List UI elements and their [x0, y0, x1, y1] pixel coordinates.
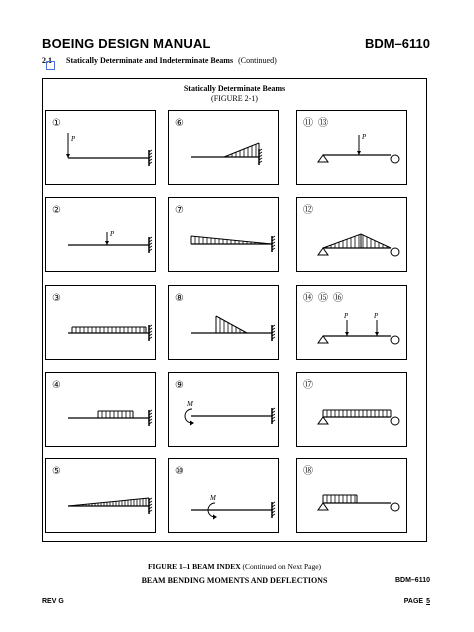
beam-diagram-cell — [296, 372, 407, 447]
roller-support — [391, 503, 399, 511]
distributed-load-top — [224, 143, 259, 157]
beam-diagram-cell — [45, 285, 156, 360]
figure-subtitle: (FIGURE 2-1) — [211, 94, 258, 103]
moment-arrowhead — [190, 421, 194, 426]
figure-caption — [42, 562, 427, 571]
diagram-number: ⑮ — [318, 293, 328, 304]
pin-support — [318, 248, 328, 255]
beam-diagram — [169, 111, 280, 186]
diagram-number: ⑯ — [333, 293, 343, 304]
caption-note: (Continued on Next Page) — [242, 562, 322, 571]
roller-support — [391, 155, 399, 163]
beam-diagram — [46, 459, 157, 534]
load-label: M — [187, 400, 193, 408]
diagram-number: ⑰ — [303, 380, 313, 391]
beam-diagram — [169, 286, 280, 361]
page-number — [404, 598, 430, 605]
load-label: P — [344, 312, 349, 320]
moment-arc — [185, 409, 192, 423]
beam-diagram — [169, 198, 280, 273]
pin-support — [318, 417, 328, 424]
section-continued: (Continued) — [238, 56, 277, 65]
beam-diagram-cell — [296, 285, 407, 360]
moment-arrowhead — [213, 515, 217, 520]
pin-support — [318, 503, 328, 510]
beam-diagram — [46, 111, 157, 186]
diagram-number: ⑤ — [52, 466, 61, 477]
diagram-number: ⑨ — [175, 380, 184, 391]
diagram-number: ⑭ — [303, 293, 313, 304]
beam-diagram — [297, 373, 408, 448]
page-number-value: 5 — [426, 598, 430, 605]
beam-diagram-cell — [45, 372, 156, 447]
diagram-number: ⑪ — [303, 118, 313, 129]
manual-title: BOEING DESIGN MANUAL — [42, 36, 211, 51]
beam-diagram-cell — [296, 110, 407, 185]
diagram-number: ④ — [52, 380, 61, 391]
roller-support — [391, 248, 399, 256]
diagram-number: ⑧ — [175, 293, 184, 304]
page-label: PAGE — [403, 598, 424, 605]
diagram-number: ③ — [52, 293, 61, 304]
arrowhead — [105, 241, 109, 245]
diagram-number: ⑩ — [175, 466, 184, 477]
diagram-number: ⑦ — [175, 205, 184, 216]
beam-diagram — [46, 198, 157, 273]
arrowhead — [66, 154, 70, 158]
load-label: P — [374, 312, 379, 320]
beam-diagram — [169, 459, 280, 534]
diagram-number: ⑬ — [318, 118, 328, 129]
beam-diagram — [46, 286, 157, 361]
roller-support — [391, 336, 399, 344]
beam-diagram-cell — [296, 197, 407, 272]
beam-diagram-cell — [45, 110, 156, 185]
diagram-number: ① — [52, 118, 61, 129]
beam-diagram-cell — [168, 458, 279, 533]
diagram-number: ② — [52, 205, 61, 216]
footer-document-id: BDM–6110 — [394, 577, 430, 584]
beam-diagram-cell — [45, 458, 156, 533]
beam-diagram — [297, 111, 408, 186]
load-label: P — [362, 133, 367, 141]
figure-title: Statically Determinate Beams — [183, 84, 286, 93]
arrowhead — [375, 332, 379, 336]
distributed-load-top — [216, 316, 247, 333]
beam-diagram — [297, 198, 408, 273]
roller-support — [391, 417, 399, 425]
arrowhead — [345, 332, 349, 336]
beam-diagram-cell — [168, 285, 279, 360]
pin-support — [318, 336, 328, 343]
load-label: M — [210, 494, 216, 502]
beam-diagram-cell — [168, 197, 279, 272]
load-label: P — [71, 135, 76, 143]
section-title: Statically Determinate and Indeterminate Beams — [66, 56, 234, 65]
document-id: BDM–6110 — [364, 36, 430, 51]
section-number: 2.1 — [42, 56, 52, 65]
revision-label: REV G — [42, 598, 64, 605]
diagram-number: ⑱ — [303, 466, 313, 477]
beam-diagram — [297, 286, 408, 361]
diagram-number: ⑥ — [175, 118, 184, 129]
caption-label: FIGURE 1–1 BEAM INDEX — [147, 562, 241, 571]
section-heading — [66, 56, 277, 65]
distributed-load-top — [323, 234, 391, 248]
beam-diagram-cell — [296, 458, 407, 533]
beam-diagram — [169, 373, 280, 448]
pin-support — [318, 155, 328, 162]
arrowhead — [357, 151, 361, 155]
load-label: P — [110, 230, 115, 238]
checkbox-icon — [46, 61, 55, 70]
beam-diagram — [297, 459, 408, 534]
beam-diagram-cell — [45, 197, 156, 272]
beam-diagram — [46, 373, 157, 448]
caption-subtitle: BEAM BENDING MOMENTS AND DEFLECTIONS — [141, 576, 328, 585]
diagram-number: ⑫ — [303, 205, 313, 216]
beam-diagram-cell — [168, 110, 279, 185]
beam-diagram-cell — [168, 372, 279, 447]
